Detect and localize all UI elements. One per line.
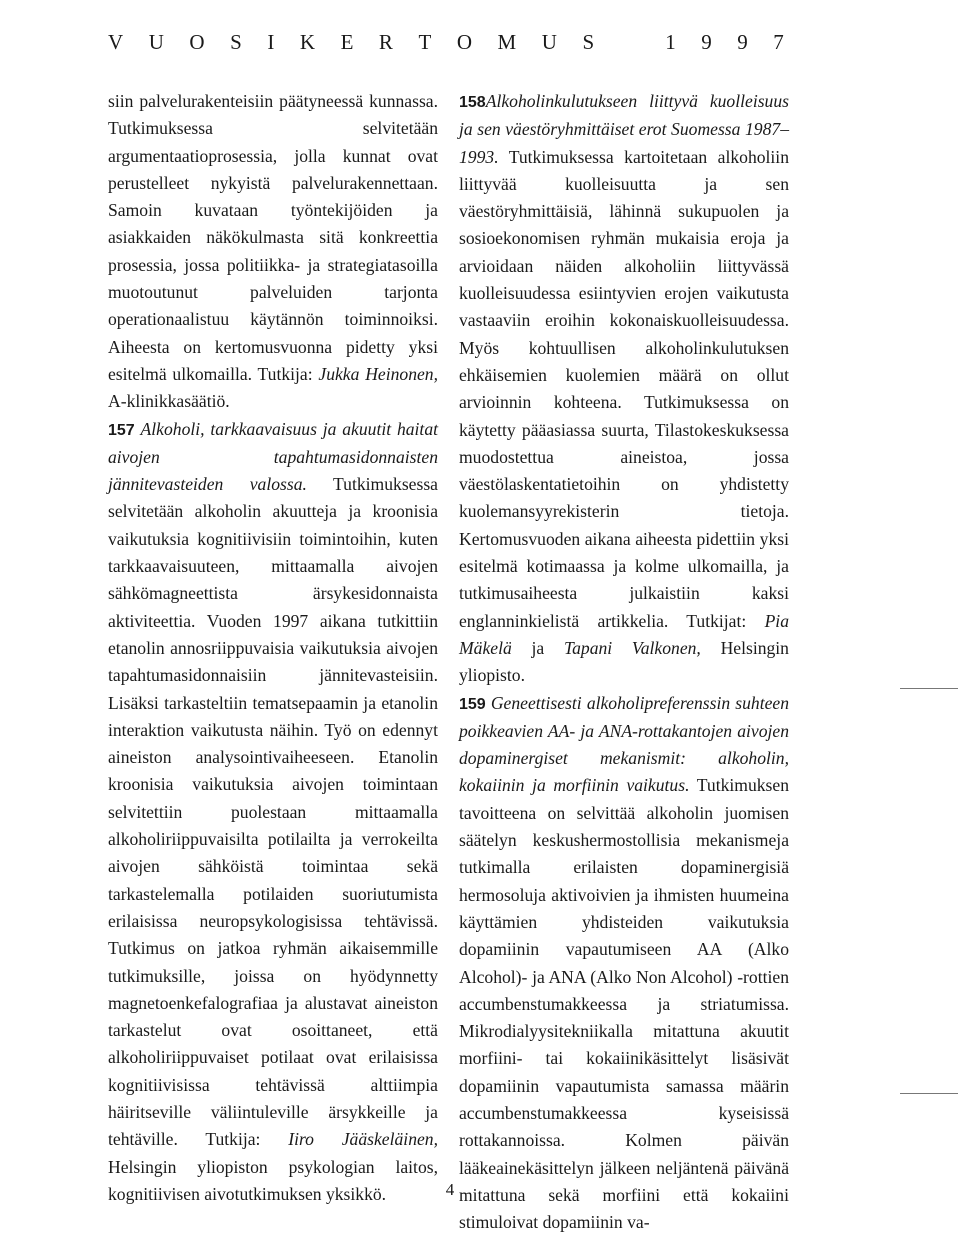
header-letter: E bbox=[340, 30, 354, 54]
entry-157 bbox=[108, 416, 438, 1209]
affiliation: Helsingin yliopisto. bbox=[459, 637, 789, 686]
margin-rule bbox=[900, 688, 958, 689]
header-letter: S bbox=[582, 30, 595, 54]
paragraph-text: Tutkimuksen tavoitteena on selvittää alkoholin juomisen säätelyn keskushermostollisia mekanismeja tutkimalla erilaisten dopaminergisiä hermosoluja aktivoivien ja ihmisten huumeina käyttämien yhdisteiden vaikutuksia dopamiinin vapautumiseen AA (Alko Alcohol)- ja ANA (Alko Non Alcohol) -rottien accumbenstumakkeessa ja striatumissa. Mikrodialyysitekniikalla mitattuna akuutit morfiini- tai kokaiinikäsittelyt lisäsivät dopamiinin vapautumista samassa määrin accumbenstumakkeessa kyseisissä rottakannoissa. Kolmen päivän lääkeainekäsittelyn jälkeen neljäntenä päivänä mitattuna sekä morfiini että kokaiini stimuloivat dopamiinin va- bbox=[459, 775, 789, 1233]
header-letter: S bbox=[230, 30, 242, 54]
header-letter: O bbox=[456, 30, 472, 54]
running-header bbox=[108, 30, 784, 55]
affiliation: A-klinikkasäätiö. bbox=[108, 391, 230, 412]
entry-number: 158 bbox=[459, 94, 486, 111]
entry-number: 159 bbox=[459, 695, 486, 713]
researcher-name: Iiro Jääskeläinen, bbox=[288, 1129, 438, 1150]
paragraph-text: Tutkimuksessa selvitetään alkoholin akuutteja ja kroonisia vaikutuksia kognitiivisiin toimintoihin, kuten tarkkaavaisuuteen, mittaamalla aivojen sähkömagneettista ärsykesidonnaista aktiviteettia. Vuoden 1997 aikana tutkittiin etanolin annosriippuvaisia vaikutuksia aivojen tapahtumasidonnaisiin jännitevasteisiin. Lisäksi tarkasteltiin tematsepaamin ja etanolin interaktion vaikutusta näihin. Työ on edennyt aineiston analysointivaiheeseen. Etanolin kroonisia vaikutuksia aivojen toimintaan selvitettiin puolestaan mittaamalla alkoholiriippuvaisilta potilailta ja verrokeilta aivojen sähköistä toimintaa sekä tarkastelemalla potilaiden suoriutumista erilaisissa neuropsykologisissa tehtävissä. Tutkimus on jatkoa ryhmän aikaisemmille tutkimuksille, joissa on hyödynnetty magnetoenkefalografiaa ja alustavat aineiston tarkastelut ovat osoittaneet, että alkoholiriippuvaiset potilaat ovat erilaisissa kognitiivisissa tehtävissä alttiimpia häiritseville väliintuleville ärsykkeille ja tehtäville. Tutkija: bbox=[108, 474, 438, 1150]
left-column bbox=[108, 88, 438, 1208]
header-letter: V bbox=[108, 30, 124, 54]
entry-159 bbox=[459, 690, 789, 1237]
header-letter: I bbox=[267, 30, 275, 54]
right-column bbox=[459, 88, 789, 1236]
paragraph-text: Tutkimuksessa kartoitetaan alkoholiin liittyvää kuolleisuutta ja sen väestöryhmittäisiä, lähinnä sukupuolen ja sosioekonomisen ryhmän mukaisia eroja ja arvioidaan näiden alkoholiin liittyvässä kuolleisuudessa esiintyvien erojen vaikutusta vastaaviin eroihin kokonaiskuolleisuudessa. Myös kohtuullisen alkoholinkulutuksen ehkäisemien kuolemien määrä on ollut arvioinnin kohteena. Tutkimuksessa on käytetty pääasiassa suurta, Tilastokeskuksessa muodostettua aineistoa, jossa väestölaskentatietoihin on yhdistetty kuolemansyyrekisterin tietoja. Kertomusvuoden aikana aiheesta pidettiin yksi esitelmä kotimaassa ja kolme ulkomailla, ja tutkimusaiheesta julkaistiin kaksi englanninkielistä artikkelia. Tutkijat: bbox=[459, 146, 789, 631]
researcher-name: Pia Mäkelä bbox=[459, 610, 789, 658]
entry-number: 157 bbox=[108, 421, 135, 439]
header-letter: 7 bbox=[773, 30, 784, 54]
header-letter: 9 bbox=[701, 30, 712, 54]
header-letter: U bbox=[541, 30, 557, 54]
affiliation: Helsingin yliopiston psykologian laitos, kognitiivisen aivotutkimuksen yksikkö. bbox=[108, 1156, 438, 1204]
header-letter: 1 bbox=[665, 30, 676, 54]
header-letter: K bbox=[299, 30, 316, 54]
researcher-name: Jukka Heinonen, bbox=[318, 363, 438, 384]
entry-156-continuation bbox=[108, 88, 438, 416]
header-letter: R bbox=[378, 30, 393, 54]
header-letter: T bbox=[418, 30, 432, 54]
page-number: 4 bbox=[445, 1180, 455, 1199]
header-spacer bbox=[620, 30, 640, 55]
entry-title: Geneettisesti alkoholipreferenssin suhteen poikkeavien AA- ja ANA-rottakantojen aivojen dopaminergiset mekanismit: alkoholin, kokaiinin ja morfiinin vaikutus. bbox=[459, 692, 790, 796]
entry-title: Alkoholi, tarkkaavaisuus ja akuutit haitat aivojen tapahtumasidonnaisten jännitevasteiden valossa. bbox=[108, 418, 439, 495]
researcher-name: Tapani Valkonen, bbox=[563, 637, 701, 658]
paragraph-text: siin palvelurakenteisiin päätyneessä kunnassa. Tutkimuksessa selvitetään argumentaatioprosessia, jolla kunnat ovat perustelleet nykyistä palvelurakennettaan. Samoin kuvataan työntekijöiden ja asiakkaiden näkökulmasta sitä konkreettia prosessia, jossa politiikka- ja strategiatasoilla muotoutunut palveluiden tarjonta operationaalistuu käytännön toiminnoiksi. Aiheesta on kertomusvuonna pidetty yksi esitelmä ulkomailla. Tutkija: bbox=[108, 91, 438, 384]
entry-title: Alkoholinkulutukseen liittyvä kuolleisuus ja sen väestöryhmittäiset erot Suomessa 1987–1993. bbox=[459, 91, 789, 167]
conjunction: ja bbox=[511, 637, 564, 658]
header-letter: M bbox=[497, 30, 517, 54]
margin-rule bbox=[900, 1093, 958, 1094]
header-letter: 9 bbox=[737, 30, 748, 54]
header-letter: U bbox=[148, 30, 164, 54]
header-letter: O bbox=[189, 30, 205, 54]
entry-158 bbox=[459, 88, 789, 690]
